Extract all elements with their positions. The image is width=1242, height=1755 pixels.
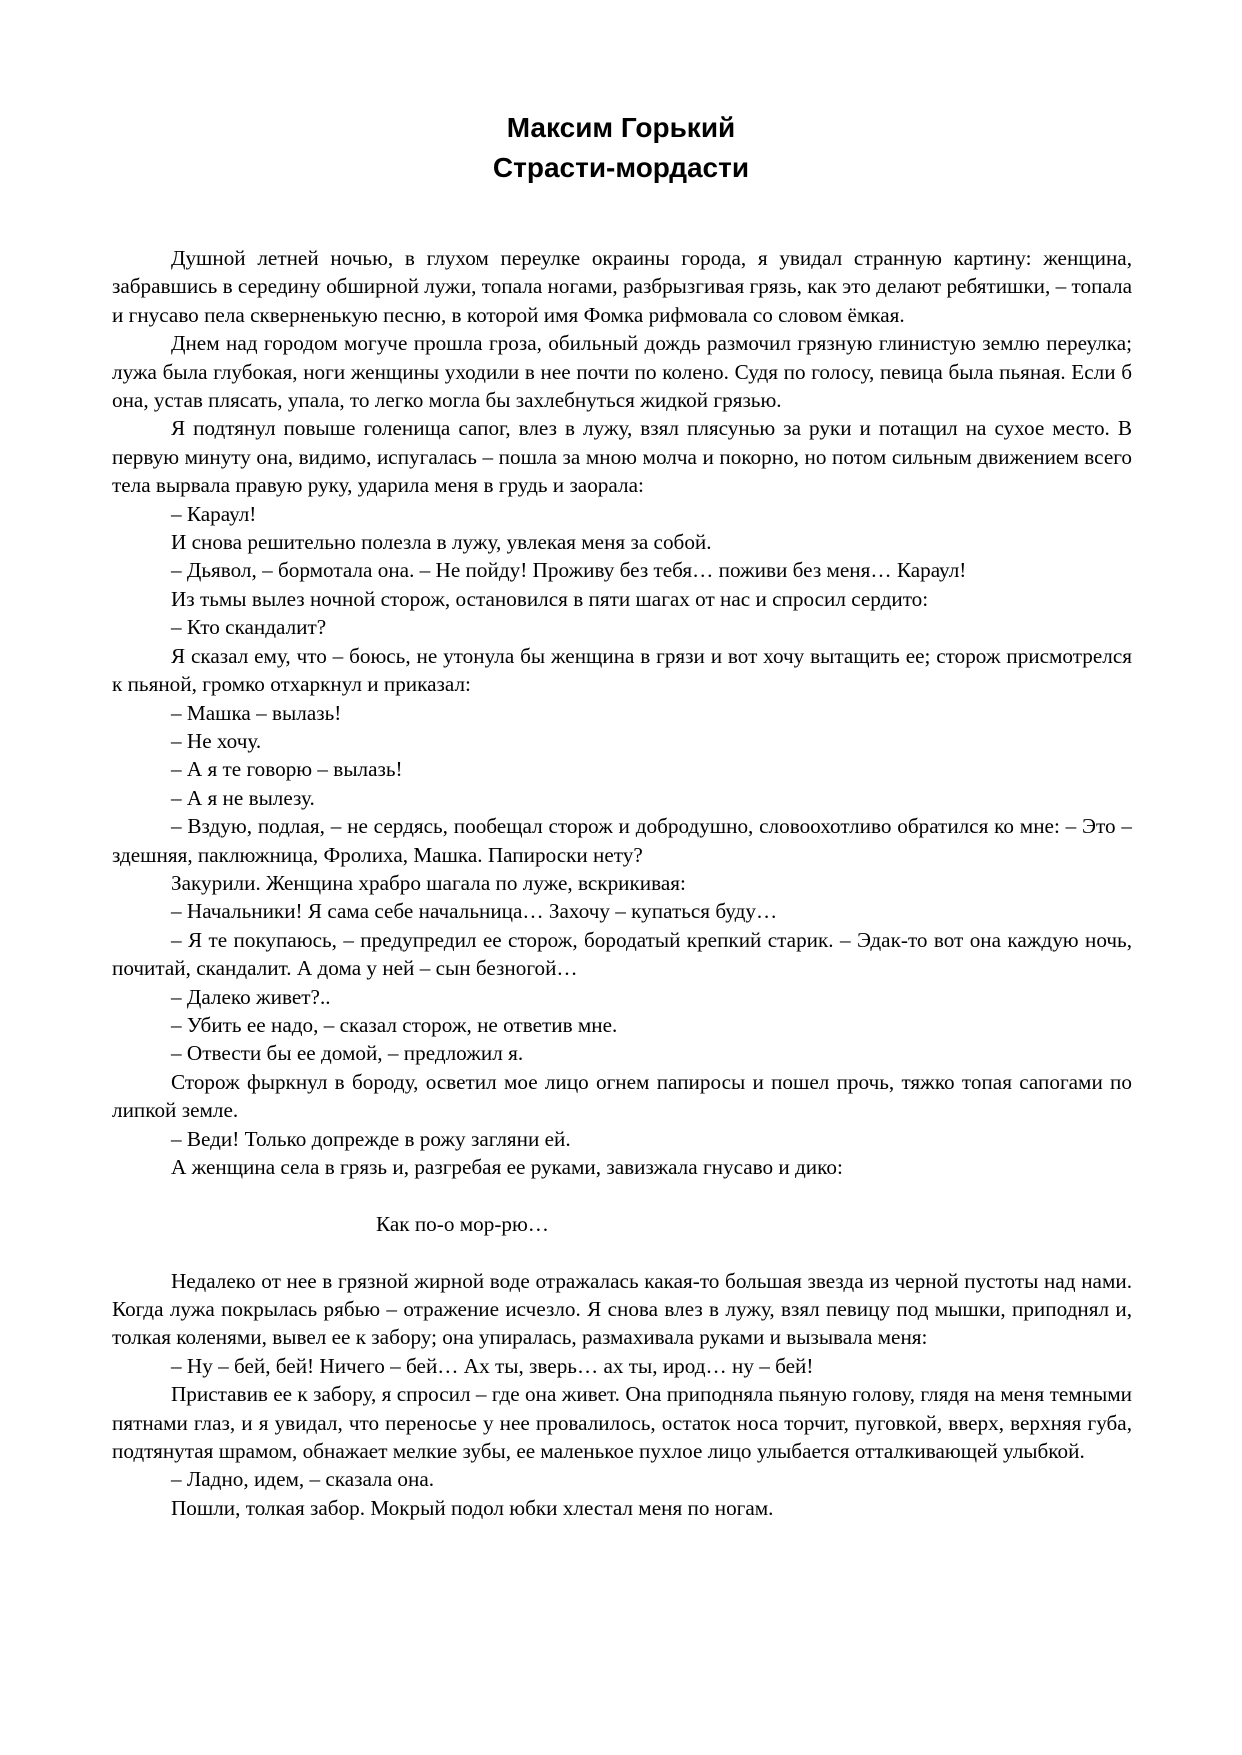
story-body	[112, 244, 1132, 1522]
title-block	[0, 108, 1242, 188]
paragraph: – А я не вылезу.	[171, 785, 315, 810]
paragraph: Пошли, толкая забор. Мокрый подол юбки хлестал меня по ногам.	[171, 1495, 774, 1520]
paragraph: Душной летней ночью, в глухом переулке окраины города, я увидал странную картину: женщина, забравшись в середину обширной лужи, топала ногами, разбрызгивая грязь, как это делают ребятишки, – топала и гнусаво пела скверненькую песню, в которой имя Фомка рифмовала со словом ёмкая.	[112, 246, 1132, 327]
paragraph: – Не хочу.	[171, 728, 262, 753]
paragraph: – Караул!	[171, 501, 257, 526]
song-verse: Как по-о мор-рю…	[376, 1211, 549, 1236]
paragraph: – А я те говорю – вылазь!	[171, 757, 403, 782]
paragraph: – Веди! Только допрежде в рожу загляни ей.	[171, 1126, 571, 1151]
paragraph: – Вздую, подлая, – не сердясь, пообещал сторож и добродушно, словоохотливо обратился ко мне: – Это – здешняя, паклюжница, Фролиха, Машка. Папироски нету?	[112, 814, 1132, 867]
paragraph: Сторож фыркнул в бороду, осветил мое лицо огнем папиросы и пошел прочь, тяжко топая сапогами по липкой земле.	[112, 1069, 1132, 1123]
paragraph: А женщина села в грязь и, разгребая ее руками, завизжала гнусаво и дико:	[171, 1155, 843, 1179]
paragraph: И снова решительно полезла в лужу, увлекая меня за собой.	[171, 530, 712, 555]
paragraph: – Убить ее надо, – сказал сторож, не ответив мне.	[171, 1012, 618, 1037]
author-name: Максим Горький	[506, 112, 736, 143]
paragraph: – Отвести бы ее домой, – предложил я.	[171, 1041, 524, 1066]
paragraph: Приставив ее к забору, я спросил – где она живет. Она приподняла пьяную голову, глядя на меня темными пятнами глаз, и я увидал, что переносье у нее провалилось, остаток носа торчит, пуговкой, вверх, верхняя губа, подтянутая шрамом, обнажает мелкие зубы, ее маленькое пухлое лицо улыбается отталкивающей улыбкой.	[112, 1382, 1132, 1464]
story-title: Страсти-мордасти	[492, 152, 750, 183]
paragraph: – Ну – бей, бей! Ничего – бей… Ах ты, зверь… ах ты, ирод… ну – бей!	[171, 1353, 814, 1378]
paragraph: – Ладно, идем, – сказала она.	[171, 1467, 435, 1492]
paragraph: – Далеко живет?..	[171, 984, 331, 1009]
paragraph: Закурили. Женщина храбро шагала по луже, вскрикивая:	[171, 870, 686, 895]
paragraph: – Дьявол, – бормотала она. – Не пойду! Проживу без тебя… поживи без меня… Караул!	[171, 558, 967, 583]
paragraph: Я сказал ему, что – боюсь, не утонула бы женщина в грязи и вот хочу вытащить ее; сторож присмотрелся к пьяной, громко отхаркнул и приказал:	[112, 643, 1132, 697]
paragraph: – Машка – вылазь!	[171, 700, 342, 725]
paragraph: Я подтянул повыше голенища сапог, влез в лужу, взял плясунью за руки и потащил на сухое место. В первую минуту она, видимо, испугалась – пошла за мною молча и покорно, но потом сильным движением всего тела вырвала правую руку, ударила меня в грудь и заорала:	[112, 416, 1132, 498]
paragraph: Из тьмы вылез ночной сторож, остановился в пяти шагах от нас и спросил сердито:	[171, 586, 929, 611]
paragraph: – Начальники! Я сама себе начальница… Захочу – купаться буду…	[171, 899, 778, 924]
paragraph: Днем над городом могуче прошла гроза, обильный дождь размочил грязную глинистую землю переулка; лужа была глубокая, ноги женщины уходили в нее почти по колено. Судя по голосу, певица была пьяная. Если б она, устав плясать, упала, то легко могла бы захлебнуться жидкой грязью.	[112, 331, 1132, 413]
paragraph: – Я те покупаюсь, – предупредил ее сторож, бородатый крепкий старик. – Эдак-то вот она каждую ночь, почитай, скандалит. А дома у ней – сын безногой…	[112, 927, 1132, 981]
paragraph: – Кто скандалит?	[171, 615, 327, 640]
paragraph: Недалеко от нее в грязной жирной воде отражалась какая-то большая звезда из черной пустоты над нами. Когда лужа покрылась рябью – отражение исчезло. Я снова влез в лужу, взял певицу под мышки, приподнял и, толкая коленями, вывел ее к забору; она упиралась, размахивала руками и вызывала меня:	[112, 1268, 1132, 1350]
